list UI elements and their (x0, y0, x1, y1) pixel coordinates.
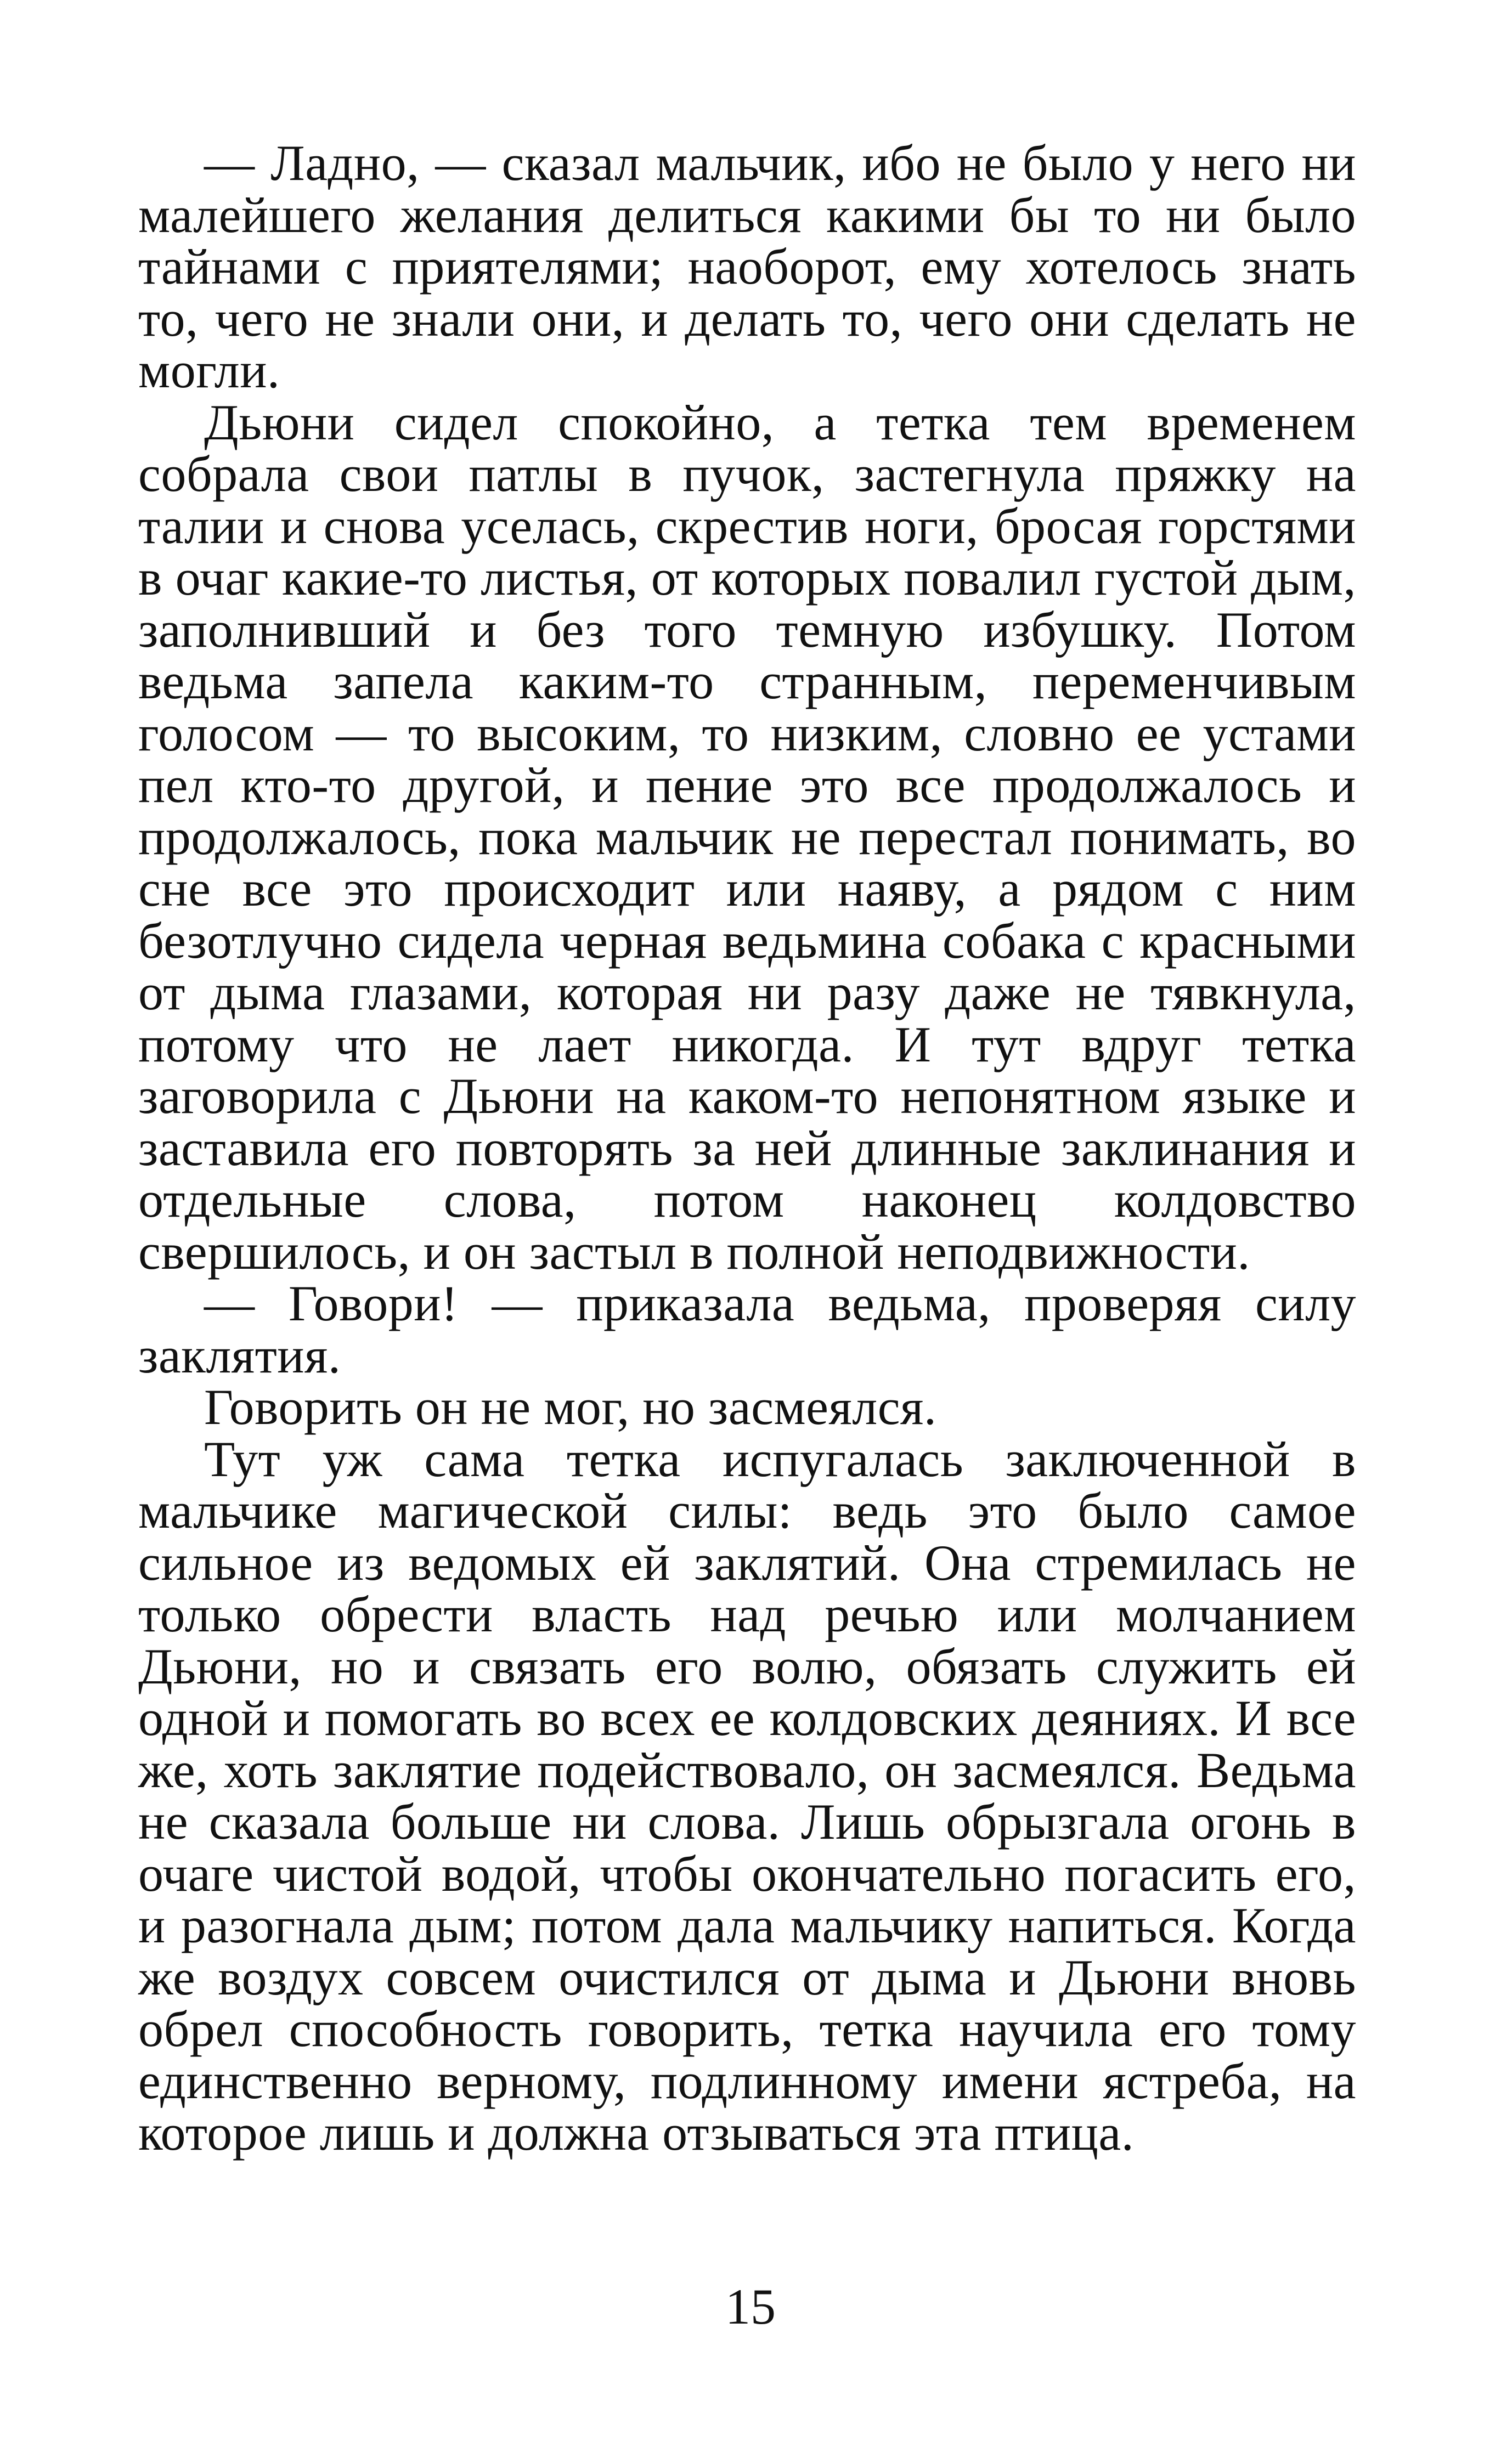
paragraph-true-name: Тут уж сама тетка испугалась заключенной в мальчике магической силы: ведь это было самое сильное из ведомых ей заклятий. Она стремилась не только обрести власть над речью или молчанием Дьюни, но и связать его волю, обязать служить ей одной и помогать во всех ее колдовских деяниях. И все же, хоть заклятие подействовало, он засмеялся. Ведьма не сказала больше ни слова. Лишь обрызгала огонь в очаге чистой водой, чтобы окончательно погасить его, и разогнала дым; потом дала мальчику напиться. Когда же воздух совсем очистился от дыма и Дьюни вновь обрел способность говорить, тетка научила его тому единственно верному, подлинному имени ястреба, на которое лишь и должна отзываться эта птица. (138, 1431, 1356, 2161)
paragraph-dialogue-govori: — Говори! — приказала ведьма, проверяя силу заклятия. (138, 1275, 1356, 1383)
paragraph-witch-spell: Дьюни сидел спокойно, а тетка тем временем собрала свои патлы в пучок, застегнула пряжку на талии и снова уселась, скрестив ноги, бросая горстями в очаг какие-то листья, от которых повалил густой дым, заполнивший и без того темную избушку. Потом ведьма запела каким-то странным, переменчивым голосом — то высоким, то низким, словно ее устами пел кто-то другой, и пение это все продолжалось и продолжалось, пока мальчик не перестал понимать, во сне все это происходит или наяву, а рядом с ним безотлучно сидела черная ведьмина собака с красными от дыма глазами, которая ни разу даже не тявкнула, потому что не лает никогда. И тут вдруг тетка заговорила с Дьюни на каком-то непонятном языке и заставила его повторять за ней длинные заклинания и отдельные слова, потом наконец колдовство свершилось, и он застыл в полной неподвижности. (138, 394, 1356, 1280)
paragraph-laughed: Говорить он не мог, но засмеялся. (204, 1379, 937, 1435)
paragraph-dialogue-ladno: — Ладно, — сказал мальчик, ибо не было у него ни малейшего желания делиться какими бы то ни было тайнами с приятелями; наоборот, ему хотелось знать то, чего не знали они, и делать то, чего они сделать не могли. (138, 135, 1356, 398)
page-number: 15 (725, 2279, 776, 2335)
page-body-text (138, 137, 1356, 2159)
